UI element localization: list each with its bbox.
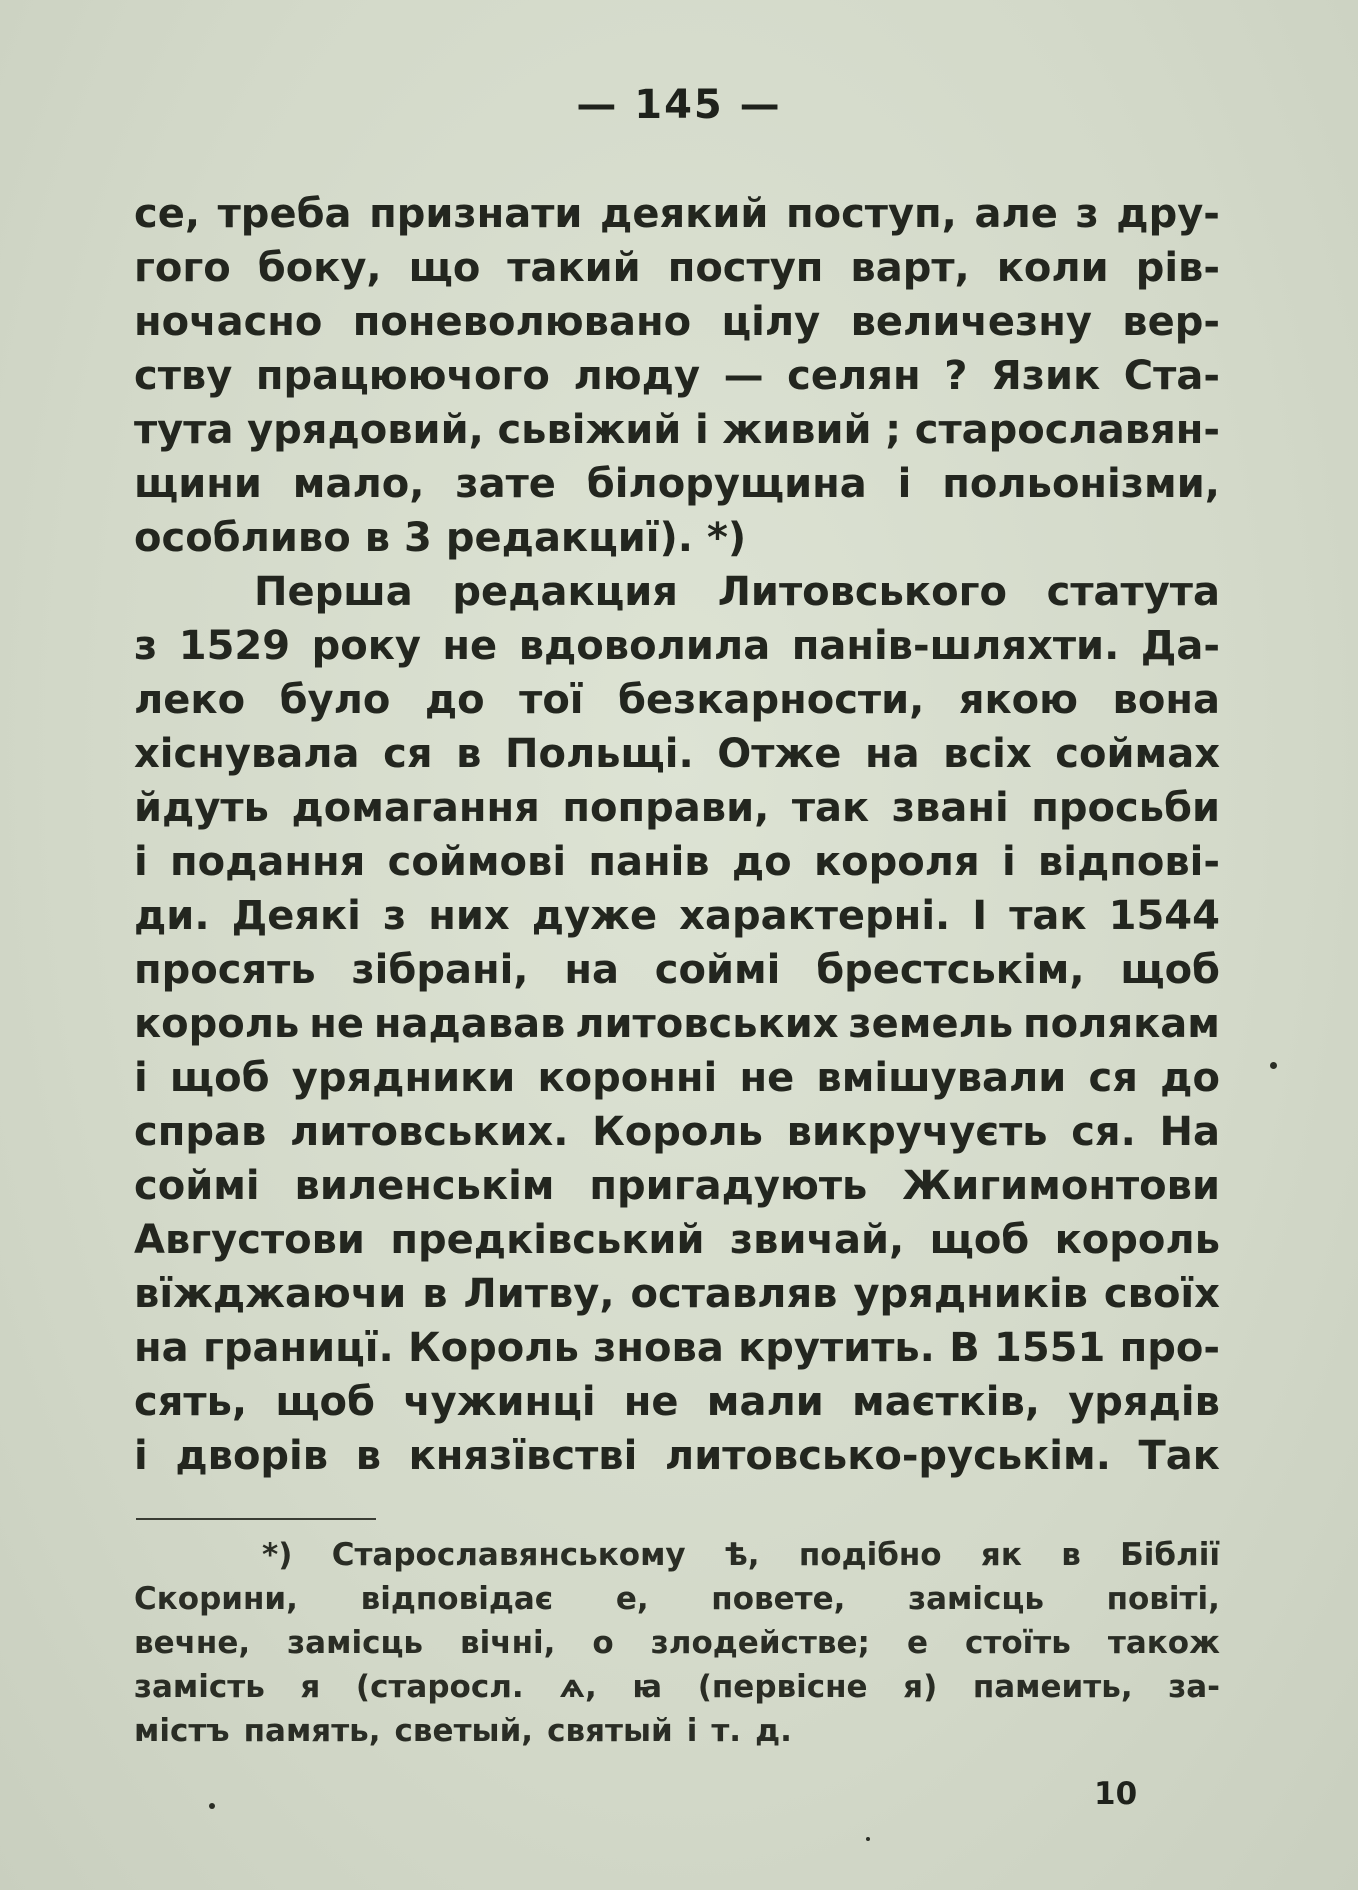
word: коли xyxy=(996,245,1109,291)
word: люду xyxy=(573,353,701,399)
word: ству xyxy=(134,353,233,399)
word: король xyxy=(134,1001,300,1047)
text-line xyxy=(134,673,1220,727)
word: Польщі. xyxy=(504,731,694,777)
word: на xyxy=(134,1325,189,1371)
word: На xyxy=(1159,1109,1220,1155)
text-line xyxy=(134,619,1220,673)
word: старославян- xyxy=(914,407,1220,453)
word: відповідає xyxy=(360,1581,554,1617)
word: ѣ, xyxy=(724,1537,760,1573)
word: брестськім, xyxy=(816,947,1085,993)
word: (старосл. xyxy=(355,1669,524,1705)
word: се, xyxy=(134,191,201,237)
word: вер- xyxy=(1122,299,1220,345)
word: соймі xyxy=(654,947,781,993)
word: поправи, xyxy=(562,785,770,831)
word: 1544 xyxy=(1108,893,1220,939)
word: ся xyxy=(383,731,433,777)
ink-speck xyxy=(209,1803,215,1809)
footnote-divider xyxy=(136,1518,376,1520)
text-line xyxy=(134,349,1220,403)
word: і xyxy=(1001,839,1016,885)
word: мало, xyxy=(292,461,425,507)
text-line xyxy=(134,1105,1220,1159)
word: щоб xyxy=(275,1379,375,1425)
word: статута xyxy=(1046,569,1220,615)
text-line xyxy=(134,1213,1220,1267)
word: Деякі xyxy=(231,893,361,939)
word: светый, xyxy=(394,1713,534,1749)
word: і xyxy=(897,461,912,507)
word: поступ xyxy=(667,245,824,291)
word: всіх xyxy=(943,731,1032,777)
word: предківський xyxy=(390,1217,705,1263)
word: було xyxy=(279,677,391,723)
word: Да- xyxy=(1140,623,1220,669)
word: ночасно xyxy=(134,299,323,345)
printer-signature: 10 xyxy=(1094,1776,1138,1812)
word: 1551 xyxy=(993,1325,1106,1371)
word: рів- xyxy=(1135,245,1220,291)
word: (первісне xyxy=(697,1669,868,1705)
word: польонізми, xyxy=(942,461,1220,507)
word: просьби xyxy=(1031,785,1220,831)
word: і xyxy=(134,839,148,885)
text-line xyxy=(134,727,1220,781)
word: своїх xyxy=(1103,1271,1220,1317)
word: панів-шляхти. xyxy=(791,623,1120,669)
footnote-line xyxy=(134,1665,1220,1709)
text-line xyxy=(134,1429,1220,1483)
word: пригадують xyxy=(589,1163,868,1209)
word: поневолювано xyxy=(352,299,692,345)
word: звані xyxy=(891,785,1009,831)
word: але xyxy=(974,191,1058,237)
word: виленськім xyxy=(294,1163,555,1209)
word: них xyxy=(428,893,510,939)
word: урядники xyxy=(291,1055,516,1101)
word: варт, xyxy=(850,245,970,291)
word: злодействе; xyxy=(650,1625,870,1661)
word: щоб xyxy=(169,1055,270,1101)
word: подання xyxy=(169,839,366,885)
word: мали xyxy=(706,1379,824,1425)
word: дуже xyxy=(531,893,658,939)
word: якою xyxy=(958,677,1079,723)
text-line xyxy=(134,1159,1220,1213)
word: зате xyxy=(455,461,556,507)
text-line xyxy=(134,1267,1220,1321)
word: сьвіжий xyxy=(497,407,682,453)
word: вічні, xyxy=(460,1625,556,1661)
footnote-line xyxy=(134,1621,1220,1665)
word: о xyxy=(592,1625,614,1661)
word: йдуть xyxy=(134,785,269,831)
word: 1529 xyxy=(178,623,291,669)
word: чужинці xyxy=(403,1379,596,1425)
word: е, xyxy=(615,1581,649,1617)
main-text xyxy=(134,187,1220,1483)
word: надавав xyxy=(373,1001,566,1047)
word: щоб xyxy=(1120,947,1220,993)
word: і xyxy=(686,1713,698,1749)
word: соймові xyxy=(387,839,567,885)
word: деякий xyxy=(600,191,769,237)
word: ? xyxy=(944,353,968,399)
word: редакция xyxy=(452,569,678,615)
word: Старославянському xyxy=(331,1537,686,1573)
word: маєтків, xyxy=(852,1379,1040,1425)
footnote-line xyxy=(134,1533,1220,1577)
word: викручуєть xyxy=(786,1109,1048,1155)
word: не xyxy=(442,623,498,669)
word: особливо xyxy=(134,515,351,561)
word: замісць xyxy=(287,1625,424,1661)
word: ся xyxy=(1088,1055,1138,1101)
word: повіті, xyxy=(1106,1581,1220,1617)
word: 3 xyxy=(404,515,432,561)
word: повете, xyxy=(711,1581,846,1617)
ink-speck xyxy=(1270,1062,1277,1069)
word: в xyxy=(456,731,482,777)
word: просять xyxy=(134,947,316,993)
word: до xyxy=(1160,1055,1220,1101)
text-line xyxy=(134,943,1220,997)
word: замісць xyxy=(908,1581,1044,1617)
word: І xyxy=(972,893,988,939)
word: живий xyxy=(722,407,872,453)
word: вона xyxy=(1112,677,1220,723)
word: відпові- xyxy=(1037,839,1220,885)
word: працюючого xyxy=(255,353,550,399)
word: дру- xyxy=(1116,191,1220,237)
word: ся. xyxy=(1071,1109,1136,1155)
word: треба xyxy=(217,191,352,237)
word: короля xyxy=(813,839,980,885)
word: Жигимонтови xyxy=(902,1163,1220,1209)
word: так xyxy=(791,785,870,831)
word: гого xyxy=(134,245,231,291)
word: е xyxy=(906,1625,928,1661)
word: литовських. xyxy=(289,1109,569,1155)
word: білорущина xyxy=(586,461,867,507)
word: редакциї). xyxy=(445,515,693,561)
ink-speck xyxy=(866,1837,870,1841)
word: характерні. xyxy=(679,893,951,939)
word: я) xyxy=(903,1669,938,1705)
word: урядників xyxy=(853,1271,1088,1317)
word: в xyxy=(1061,1537,1081,1573)
footnote-line xyxy=(134,1577,1220,1621)
word: литовських xyxy=(575,1001,839,1047)
word: литовсько-руськім. xyxy=(664,1433,1111,1479)
word: земель xyxy=(848,1001,1014,1047)
word: подібно xyxy=(798,1537,942,1573)
text-line xyxy=(134,457,1220,511)
text-line xyxy=(134,1375,1220,1429)
word: вїжджаючи xyxy=(134,1271,407,1317)
word: в xyxy=(355,1433,382,1479)
word: т. xyxy=(711,1713,742,1749)
word: не xyxy=(309,1001,364,1047)
word: сять, xyxy=(134,1379,248,1425)
word: тута xyxy=(134,407,234,453)
word: ѧ, xyxy=(559,1669,597,1705)
word: стоїть xyxy=(965,1625,1071,1661)
word: домагання xyxy=(291,785,540,831)
word: д. xyxy=(755,1713,792,1749)
word: В xyxy=(949,1325,980,1371)
word: Скорини, xyxy=(134,1581,298,1617)
word: Король xyxy=(407,1325,579,1371)
word: в xyxy=(422,1271,448,1317)
word: також xyxy=(1107,1625,1220,1661)
word: Так xyxy=(1138,1433,1220,1479)
word: я xyxy=(300,1669,321,1705)
word: память, xyxy=(243,1713,381,1749)
word: границї. xyxy=(202,1325,394,1371)
word: зібрані, xyxy=(351,947,529,993)
text-line xyxy=(134,781,1220,835)
word: ꙗ xyxy=(632,1669,663,1705)
text-line xyxy=(134,295,1220,349)
word: Король xyxy=(592,1109,763,1155)
text-line xyxy=(134,835,1220,889)
text-line xyxy=(134,997,1220,1051)
footnote xyxy=(134,1533,1220,1753)
word: року xyxy=(311,623,421,669)
word: святый xyxy=(547,1713,673,1749)
word: на xyxy=(564,947,619,993)
word: Язик xyxy=(991,353,1101,399)
word: *) xyxy=(262,1537,293,1573)
word: про- xyxy=(1119,1325,1220,1371)
word: ди. xyxy=(134,893,210,939)
text-line xyxy=(134,403,1220,457)
word: не xyxy=(623,1379,679,1425)
text-line xyxy=(134,511,1220,565)
word: так xyxy=(1009,893,1087,939)
word: Ста- xyxy=(1123,353,1220,399)
word: соймах xyxy=(1055,731,1220,777)
word: не xyxy=(739,1055,795,1101)
word: ; xyxy=(885,407,902,453)
text-line xyxy=(134,241,1220,295)
word: безкарности, xyxy=(618,677,925,723)
word: в xyxy=(364,515,391,561)
word: леко xyxy=(134,677,246,723)
word: хіснувала xyxy=(134,731,360,777)
word: і xyxy=(134,1433,148,1479)
word: Отже xyxy=(717,731,842,777)
word: що xyxy=(408,245,481,291)
word: з xyxy=(134,623,158,669)
text-line xyxy=(134,1321,1220,1375)
word: памеить, xyxy=(972,1669,1133,1705)
word: признати xyxy=(369,191,583,237)
word: з xyxy=(1075,191,1099,237)
word: з xyxy=(382,893,407,939)
word: замість xyxy=(134,1669,265,1705)
word: урядів xyxy=(1068,1379,1220,1425)
word: урядовий, xyxy=(247,407,484,453)
word: полякам xyxy=(1023,1001,1220,1047)
word: Августови xyxy=(134,1217,365,1263)
word: величезну xyxy=(850,299,1092,345)
word: щоб xyxy=(929,1217,1030,1263)
word: король xyxy=(1054,1217,1220,1263)
footnote-line xyxy=(134,1709,1220,1753)
word: соймі xyxy=(134,1163,260,1209)
word: цілу xyxy=(721,299,821,345)
word: панів xyxy=(588,839,710,885)
word: Біблії xyxy=(1120,1537,1220,1573)
paragraph-start-line xyxy=(134,565,1220,619)
word: — xyxy=(723,353,764,399)
word: і xyxy=(134,1055,148,1101)
word: до xyxy=(731,839,792,885)
word: на xyxy=(864,731,920,777)
word: Литовського xyxy=(717,569,1007,615)
page-number: — 145 — xyxy=(576,82,782,128)
word: Перша xyxy=(254,569,413,615)
text-line xyxy=(134,187,1220,241)
word: дворів xyxy=(175,1433,329,1479)
word: вмішували xyxy=(816,1055,1067,1101)
word: за- xyxy=(1168,1669,1220,1705)
word: вечне, xyxy=(134,1625,251,1661)
word: щини xyxy=(134,461,262,507)
word: вдоволила xyxy=(518,623,771,669)
word: селян xyxy=(787,353,921,399)
word: тої xyxy=(519,677,584,723)
word: Литву, xyxy=(463,1271,615,1317)
word: містъ xyxy=(134,1713,230,1749)
word: знова xyxy=(593,1325,724,1371)
word: справ xyxy=(134,1109,267,1155)
word: такий xyxy=(507,245,641,291)
word: до xyxy=(424,677,485,723)
word: князївстві xyxy=(408,1433,638,1479)
word: *) xyxy=(706,515,747,561)
word: і xyxy=(694,407,709,453)
word: як xyxy=(980,1537,1022,1573)
text-line xyxy=(134,1051,1220,1105)
word: коронні xyxy=(537,1055,718,1101)
word: оставляв xyxy=(630,1271,838,1317)
word: боку, xyxy=(257,245,382,291)
word: поступ, xyxy=(785,191,957,237)
text-line xyxy=(134,889,1220,943)
word: звичай, xyxy=(729,1217,905,1263)
word: крутить. xyxy=(738,1325,935,1371)
